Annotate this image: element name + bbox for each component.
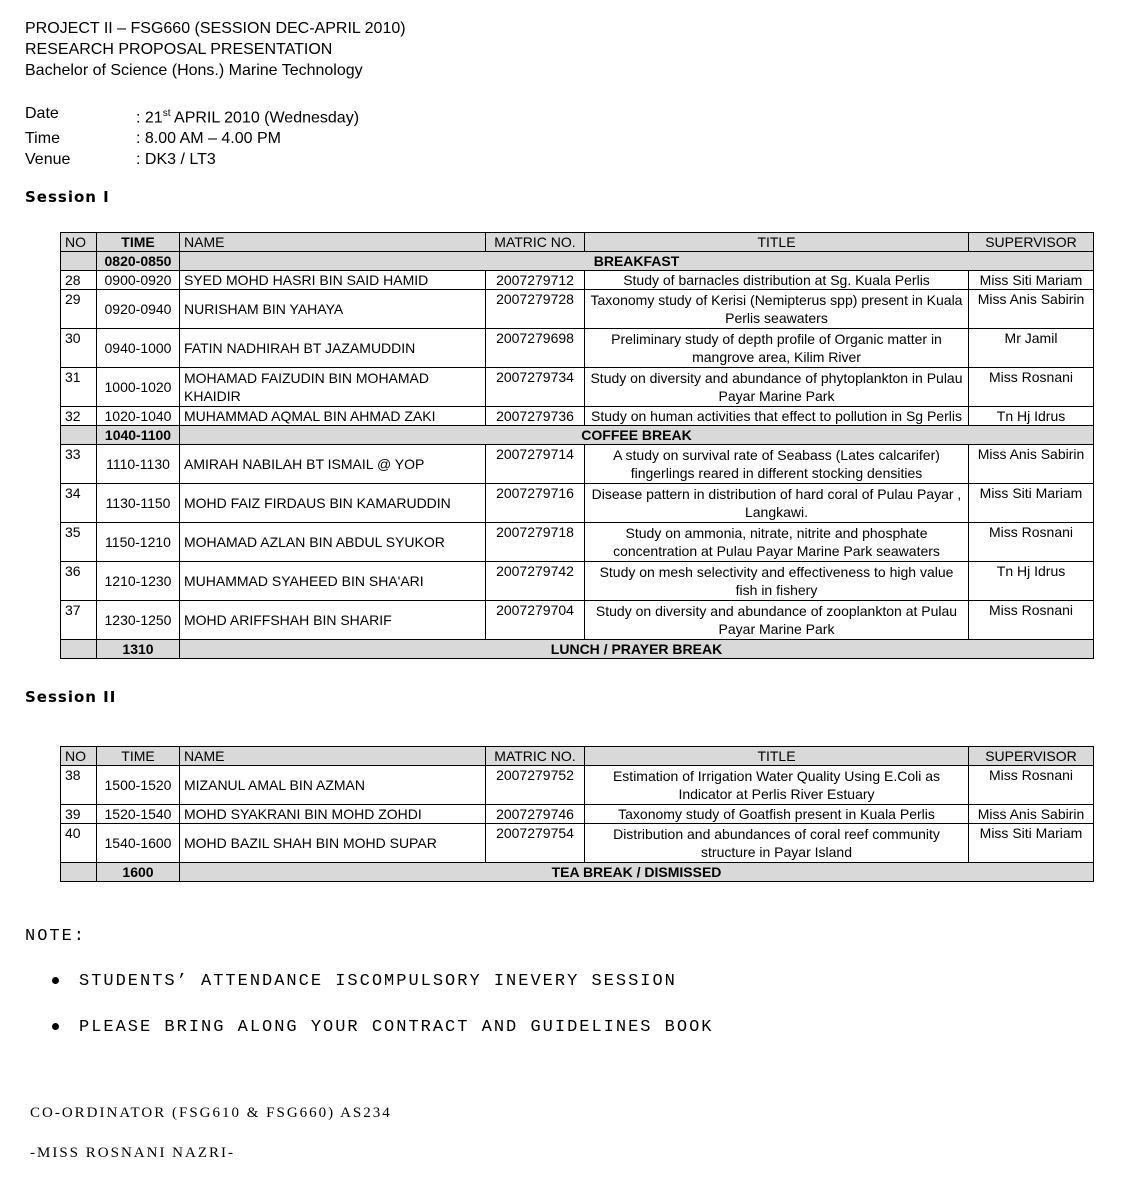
row-no: 37	[61, 601, 97, 640]
break-spacer	[61, 252, 97, 271]
session-1-table	[60, 232, 1094, 659]
note-item: PLEASE BRING ALONG YOUR CONTRACT AND GUIDELINES BOOK	[52, 1018, 714, 1037]
col-time: TIME	[97, 747, 180, 766]
row-no: 30	[61, 329, 97, 368]
col-title: TITLE	[585, 747, 969, 766]
table-row	[61, 805, 1094, 824]
row-supervisor: Miss Siti Mariam	[969, 484, 1094, 523]
table-row	[61, 445, 1094, 484]
row-name: AMIRAH NABILAH BT ISMAIL @ YOP	[180, 445, 486, 484]
row-title: Study on diversity and abundance of phytoplankton in Pulau Payar Marine Park	[585, 368, 969, 407]
table-header-row	[61, 747, 1094, 766]
date-label: Date	[25, 105, 59, 122]
row-time: 1520-1540	[97, 805, 180, 824]
break-time: 1040-1100	[97, 426, 180, 445]
bullet-icon	[52, 1023, 59, 1030]
session-2-title: Session II	[25, 688, 117, 706]
session-1-title: Session I	[25, 188, 110, 206]
row-time: 1540-1600	[97, 824, 180, 863]
coordinator-role: CO-ORDINATOR (FSG610 & FSG660) AS234	[30, 1105, 392, 1121]
row-matric: 2007279746	[486, 805, 585, 824]
venue-label: Venue	[25, 151, 71, 169]
row-no: 34	[61, 484, 97, 523]
break-spacer	[61, 426, 97, 445]
row-matric: 2007279734	[486, 368, 585, 407]
date-value: : 21st APRIL 2010 (Wednesday)	[136, 108, 360, 127]
break-row	[61, 426, 1094, 445]
break-spacer	[61, 863, 97, 882]
col-supervisor: SUPERVISOR	[969, 233, 1094, 252]
row-title: Study of barnacles distribution at Sg. Kuala Perlis	[585, 271, 969, 290]
row-no: 35	[61, 523, 97, 562]
break-label: TEA BREAK / DISMISSED	[180, 863, 1094, 882]
break-time: 1600	[97, 863, 180, 882]
table-row	[61, 601, 1094, 640]
table-header-row	[61, 233, 1094, 252]
row-name: MOHD BAZIL SHAH BIN MOHD SUPAR	[180, 824, 486, 863]
row-name: SYED MOHD HASRI BIN SAID HAMID	[180, 271, 486, 290]
row-matric: 2007279742	[486, 562, 585, 601]
time-label: Time	[25, 130, 60, 148]
row-time: 1000-1020	[97, 368, 180, 407]
row-matric: 2007279712	[486, 271, 585, 290]
note-item: STUDENTS’ ATTENDANCE ISCOMPULSORY INEVERY SESSION	[52, 972, 677, 991]
col-supervisor: SUPERVISOR	[969, 747, 1094, 766]
bullet-icon	[52, 977, 59, 984]
table-row	[61, 562, 1094, 601]
row-time: 1020-1040	[97, 407, 180, 426]
row-no: 31	[61, 368, 97, 407]
row-time: 1130-1150	[97, 484, 180, 523]
row-matric: 2007279714	[486, 445, 585, 484]
row-title: Study on human activities that effect to pollution in Sg Perlis	[585, 407, 969, 426]
coordinator-name: -MISS ROSNANI NAZRI-	[30, 1145, 236, 1161]
row-supervisor: Miss Anis Sabirin	[969, 805, 1094, 824]
row-time: 0920-0940	[97, 290, 180, 329]
row-matric: 2007279736	[486, 407, 585, 426]
row-supervisor: Miss Rosnani	[969, 523, 1094, 562]
col-no: NO	[61, 747, 97, 766]
row-title: Estimation of Irrigation Water Quality Using E.Coli as Indicator at Perlis River Estuary	[585, 766, 969, 805]
row-name: MIZANUL AMAL BIN AZMAN	[180, 766, 486, 805]
doc-subtitle: RESEARCH PROPOSAL PRESENTATION	[25, 41, 333, 58]
venue-row	[25, 149, 359, 170]
row-no: 33	[61, 445, 97, 484]
col-name: NAME	[180, 747, 486, 766]
time-row	[25, 128, 359, 149]
row-name: MOHD SYAKRANI BIN MOHD ZOHDI	[180, 805, 486, 824]
table-row	[61, 407, 1094, 426]
time-value: : 8.00 AM – 4.00 PM	[136, 130, 281, 148]
table-row	[61, 290, 1094, 329]
note-heading: NOTE:	[25, 927, 87, 946]
row-name: MOHD ARIFFSHAH BIN SHARIF	[180, 601, 486, 640]
row-supervisor: Tn Hj Idrus	[969, 562, 1094, 601]
row-time: 1230-1250	[97, 601, 180, 640]
col-matric: MATRIC NO.	[486, 747, 585, 766]
row-time: 0940-1000	[97, 329, 180, 368]
row-name: MOHD FAIZ FIRDAUS BIN KAMARUDDIN	[180, 484, 486, 523]
row-title: Distribution and abundances of coral reef community structure in Payar Island	[585, 824, 969, 863]
break-label: BREAKFAST	[180, 252, 1094, 271]
table-row	[61, 329, 1094, 368]
col-time: TIME	[97, 233, 180, 252]
table-row	[61, 523, 1094, 562]
event-info	[25, 103, 359, 170]
venue-value: : DK3 / LT3	[136, 151, 216, 169]
row-time: 0900-0920	[97, 271, 180, 290]
row-title: Study on diversity and abundance of zooplankton at Pulau Payar Marine Park	[585, 601, 969, 640]
row-no: 38	[61, 766, 97, 805]
break-row	[61, 252, 1094, 271]
break-label: COFFEE BREAK	[180, 426, 1094, 445]
row-no: 39	[61, 805, 97, 824]
row-time: 1150-1210	[97, 523, 180, 562]
row-matric: 2007279716	[486, 484, 585, 523]
row-title: Preliminary study of depth profile of Organic matter in mangrove area, Kilim River	[585, 329, 969, 368]
row-time: 1110-1130	[97, 445, 180, 484]
col-no: NO	[61, 233, 97, 252]
date-row	[25, 103, 359, 128]
row-title: Study on mesh selectivity and effectiveness to high value fish in fishery	[585, 562, 969, 601]
row-no: 32	[61, 407, 97, 426]
row-supervisor: Miss Rosnani	[969, 368, 1094, 407]
row-title: Taxonomy study of Goatfish present in Kuala Perlis	[585, 805, 969, 824]
row-time: 1210-1230	[97, 562, 180, 601]
doc-programme: Bachelor of Science (Hons.) Marine Technology	[25, 62, 363, 79]
row-title: Taxonomy study of Kerisi (Nemipterus spp) present in Kuala Perlis seawaters	[585, 290, 969, 329]
break-row	[61, 640, 1094, 659]
break-time: 1310	[97, 640, 180, 659]
row-supervisor: Miss Anis Sabirin	[969, 290, 1094, 329]
row-no: 40	[61, 824, 97, 863]
row-supervisor: Miss Anis Sabirin	[969, 445, 1094, 484]
table-row	[61, 368, 1094, 407]
row-supervisor: Miss Siti Mariam	[969, 824, 1094, 863]
table-row	[61, 271, 1094, 290]
row-title: Study on ammonia, nitrate, nitrite and phosphate concentration at Pulau Payar Marine Park seawaters	[585, 523, 969, 562]
row-matric: 2007279698	[486, 329, 585, 368]
break-row	[61, 863, 1094, 882]
row-name: FATIN NADHIRAH BT JAZAMUDDIN	[180, 329, 486, 368]
row-matric: 2007279752	[486, 766, 585, 805]
table-row	[61, 824, 1094, 863]
break-spacer	[61, 640, 97, 659]
row-no: 29	[61, 290, 97, 329]
row-supervisor: Miss Rosnani	[969, 601, 1094, 640]
row-matric: 2007279754	[486, 824, 585, 863]
col-name: NAME	[180, 233, 486, 252]
row-name: MOHAMAD FAIZUDIN BIN MOHAMAD KHAIDIR	[180, 368, 486, 407]
doc-title: PROJECT II – FSG660 (SESSION DEC-APRIL 2010)	[25, 20, 406, 37]
col-matric: MATRIC NO.	[486, 233, 585, 252]
break-time: 0820-0850	[97, 252, 180, 271]
row-matric: 2007279704	[486, 601, 585, 640]
row-supervisor: Miss Rosnani	[969, 766, 1094, 805]
session-2-table	[60, 746, 1094, 882]
row-time: 1500-1520	[97, 766, 180, 805]
row-no: 28	[61, 271, 97, 290]
row-matric: 2007279728	[486, 290, 585, 329]
row-name: MUHAMMAD SYAHEED BIN SHA'ARI	[180, 562, 486, 601]
row-title: A study on survival rate of Seabass (Lates calcarifer) fingerlings reared in different stocking densities	[585, 445, 969, 484]
row-no: 36	[61, 562, 97, 601]
row-name: MOHAMAD AZLAN BIN ABDUL SYUKOR	[180, 523, 486, 562]
row-name: NURISHAM BIN YAHAYA	[180, 290, 486, 329]
row-matric: 2007279718	[486, 523, 585, 562]
row-supervisor: Miss Siti Mariam	[969, 271, 1094, 290]
row-supervisor: Mr Jamil	[969, 329, 1094, 368]
table-row	[61, 484, 1094, 523]
break-label: LUNCH / PRAYER BREAK	[180, 640, 1094, 659]
row-title: Disease pattern in distribution of hard coral of Pulau Payar , Langkawi.	[585, 484, 969, 523]
row-supervisor: Tn Hj Idrus	[969, 407, 1094, 426]
col-title: TITLE	[585, 233, 969, 252]
row-name: MUHAMMAD AQMAL BIN AHMAD ZAKI	[180, 407, 486, 426]
table-row	[61, 766, 1094, 805]
